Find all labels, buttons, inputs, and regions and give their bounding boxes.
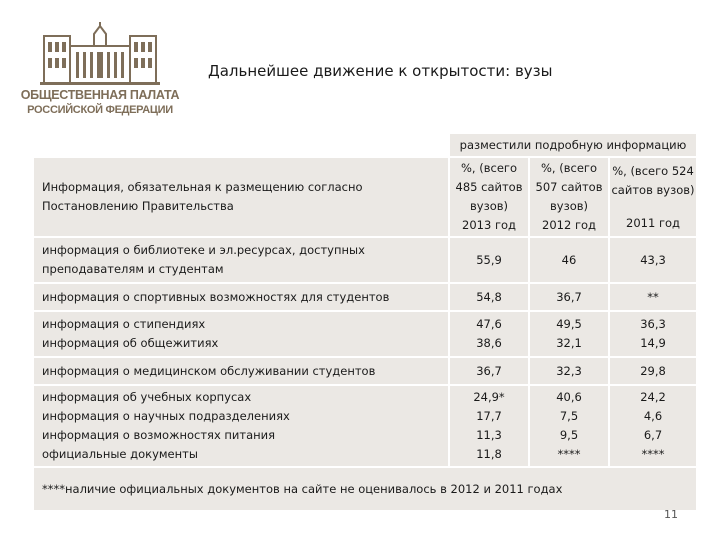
label-header-line: Постановлению Правительства	[42, 199, 234, 213]
value-2013	[448, 284, 528, 310]
value: 29,8	[640, 363, 666, 378]
value: 11,8	[476, 447, 502, 461]
group-header: разместили подробную информацию	[448, 134, 696, 156]
value-2012	[528, 238, 608, 282]
value: 17,7	[476, 409, 502, 423]
table-row	[34, 238, 696, 284]
value-2012	[528, 386, 608, 466]
row-label-line: информация о возможностях питания	[42, 428, 276, 442]
table-header-row	[34, 158, 696, 238]
table-row	[34, 312, 696, 358]
row-label-line: информация об учебных корпусах	[42, 390, 252, 404]
value: ****	[641, 447, 665, 461]
value: 14,9	[640, 336, 666, 350]
value-2013	[448, 386, 528, 466]
row-label-line: информация о библиотеке и эл.ресурсах, доступных	[42, 243, 365, 257]
column-header-line: 507 сайтов	[535, 180, 603, 194]
row-label	[34, 358, 448, 384]
value: 36,7	[476, 363, 502, 378]
column-header-line: сайтов вузов)	[611, 182, 695, 197]
building-emblem-icon	[20, 22, 180, 86]
value: **	[647, 289, 659, 304]
value: 36,3	[640, 317, 666, 331]
value: 54,8	[476, 289, 502, 304]
header-spacer	[34, 134, 448, 156]
row-label-line: информация о спортивных возможностях для студентов	[42, 289, 390, 304]
table-row	[34, 358, 696, 386]
column-header-2012	[528, 158, 608, 236]
value: 40,6	[556, 390, 582, 404]
value: 38,6	[476, 336, 502, 350]
value-2012	[528, 284, 608, 310]
logo-text-line2: РОССИЙСКОЙ ФЕДЕРАЦИИ	[27, 104, 173, 116]
column-header-line: %, (всего 524	[612, 163, 694, 178]
value: 32,3	[556, 363, 582, 378]
value-2012	[528, 312, 608, 356]
data-table	[34, 134, 696, 510]
column-header-2011	[608, 158, 696, 236]
table-row	[34, 284, 696, 312]
column-header-line: %, (всего	[541, 161, 597, 175]
value: 11,3	[476, 428, 502, 442]
value: 7,5	[559, 409, 579, 423]
column-header-line: вузов)	[550, 199, 588, 213]
value-2011	[608, 238, 696, 282]
column-header-line: %, (всего	[461, 161, 517, 175]
value: 9,5	[559, 428, 579, 442]
column-header-line: 2011 год	[626, 215, 680, 230]
value: 24,2	[640, 390, 666, 404]
column-header-line: вузов)	[470, 199, 508, 213]
column-header-line: 2013 год	[462, 218, 516, 232]
value: 36,7	[556, 289, 582, 304]
value: 47,6	[476, 317, 502, 331]
row-label	[34, 312, 448, 356]
column-header-line: 2012 год	[542, 218, 596, 232]
row-label-line: информация о научных подразделениях	[42, 409, 290, 423]
value: 6,7	[643, 428, 663, 442]
value: 32,1	[556, 336, 582, 350]
footnote: ****наличие официальных документов на сайте не оценивалось в 2012 и 2011 годах	[34, 468, 696, 510]
value-2013	[448, 238, 528, 282]
value-2011	[608, 284, 696, 310]
page-title: Дальнейшее движение к открытости: вузы	[208, 62, 553, 80]
row-label-line: официальные документы	[42, 447, 198, 461]
value: 43,3	[640, 252, 666, 267]
row-label-line: информация о стипендиях	[42, 317, 206, 331]
row-label-line: информация о медицинском обслуживании студентов	[42, 363, 376, 378]
value: 49,5	[556, 317, 582, 331]
value: 24,9*	[473, 390, 505, 404]
footnote-row	[34, 468, 696, 510]
value-2011	[608, 386, 696, 466]
label-header	[34, 158, 448, 236]
value-2011	[608, 312, 696, 356]
column-header-line: 485 сайтов	[455, 180, 523, 194]
value: ****	[557, 447, 581, 461]
value: 46	[561, 252, 577, 267]
value-2011	[608, 358, 696, 384]
public-chamber-logo	[20, 22, 180, 122]
page-number: 11	[664, 508, 678, 521]
row-label	[34, 238, 448, 282]
row-label	[34, 284, 448, 310]
logo-text-line1: ОБЩЕСТВЕННАЯ ПАЛАТА	[20, 88, 180, 102]
table-row	[34, 386, 696, 468]
row-label	[34, 386, 448, 466]
value-2012	[528, 358, 608, 384]
row-label-line: преподавателям и студентам	[42, 262, 224, 276]
value-2013	[448, 312, 528, 356]
label-header-line: Информация, обязательная к размещению согласно	[42, 180, 363, 194]
table-group-header-row	[34, 134, 696, 158]
value-2013	[448, 358, 528, 384]
column-header-2013	[448, 158, 528, 236]
value: 4,6	[643, 409, 663, 423]
value: 55,9	[476, 252, 502, 267]
row-label-line: информация об общежитиях	[42, 336, 219, 350]
